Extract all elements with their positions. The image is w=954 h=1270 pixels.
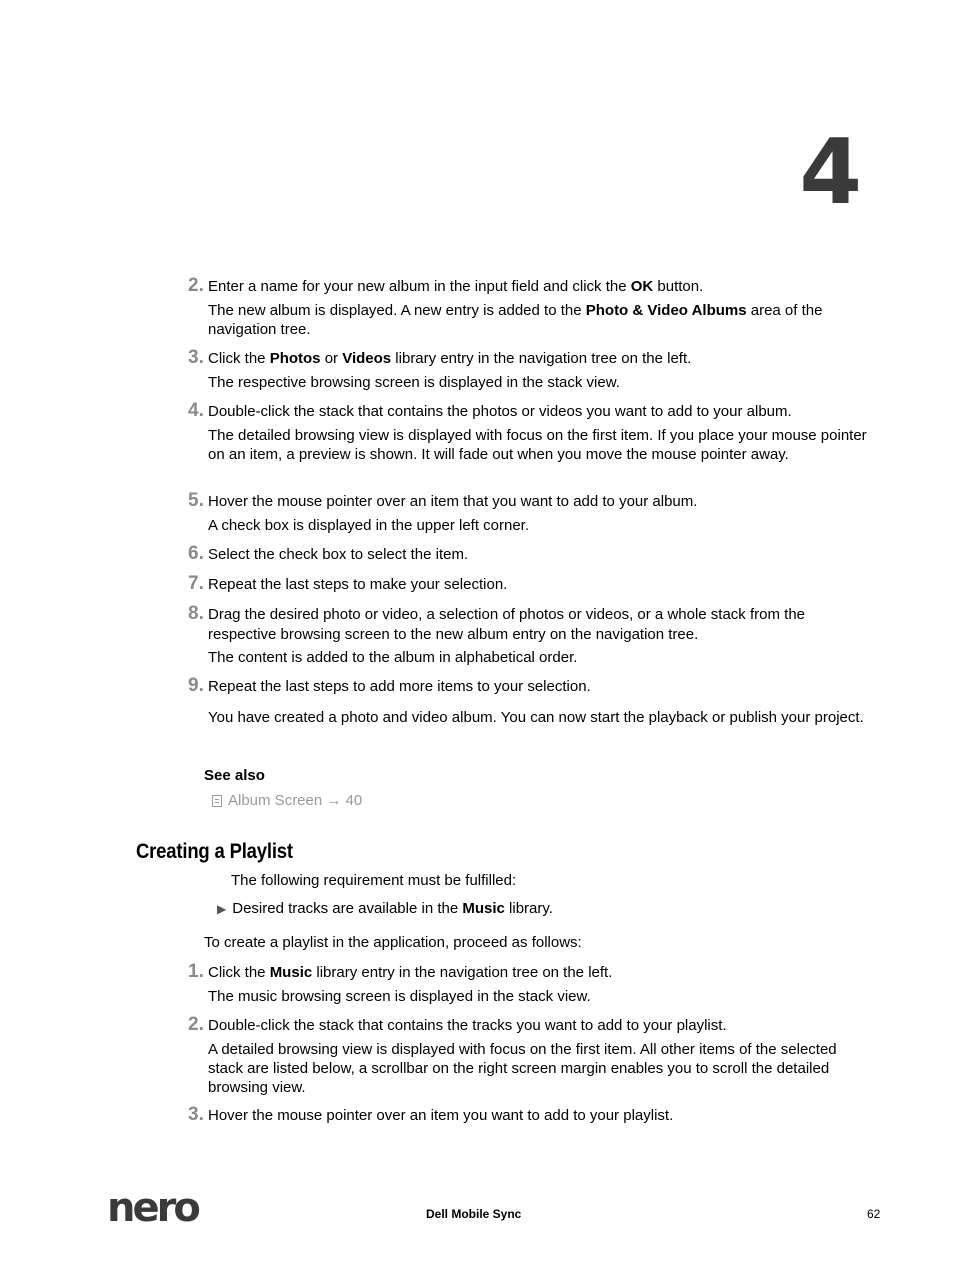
- step-text: Select the check box to select the item.: [208, 546, 469, 563]
- requirement-item: ▶ Desired tracks are available in the Music library.: [217, 900, 553, 917]
- step-text: Click the Music library entry in the navigation tree on the left.: [208, 964, 613, 981]
- step-result: The respective browsing screen is displayed in the stack view.: [208, 374, 620, 391]
- step-number: 2.: [188, 275, 204, 296]
- nero-logo: [107, 1189, 213, 1234]
- svg-text:nero: nero: [107, 1189, 198, 1229]
- step-number: 4.: [188, 400, 204, 421]
- step-text: Repeat the last steps to make your selection.: [208, 576, 508, 593]
- step-number: 5.: [188, 490, 204, 511]
- step-number: 8.: [188, 603, 204, 624]
- step-number: 6.: [188, 543, 204, 564]
- step-number: 3.: [188, 347, 204, 368]
- step-number: 7.: [188, 573, 204, 594]
- conclusion-text: You have created a photo and video album. You can now start the playback or publish your project.: [208, 709, 864, 726]
- see-also-link[interactable]: [212, 792, 362, 809]
- step-text: Repeat the last steps to add more items to your selection.: [208, 678, 591, 695]
- step-text: Double-click the stack that contains the photos or videos you want to add to your album.: [208, 403, 792, 420]
- step-result: The content is added to the album in alphabetical order.: [208, 649, 578, 666]
- see-also-link-label: Album Screen → 40: [228, 792, 363, 809]
- step-number: 3.: [188, 1104, 204, 1125]
- step-result: The new album is displayed. A new entry is added to the Photo & Video Albums area of the navigation tree.: [208, 302, 823, 338]
- step-text: Double-click the stack that contains the tracks you want to add to your playlist.: [208, 1017, 727, 1034]
- step-text: Click the Photos or Videos library entry in the navigation tree on the left.: [208, 350, 692, 367]
- step-result: The detailed browsing view is displayed with focus on the first item. If you place your mouse pointer on an item, a preview is shown. It will fade out when you move the mouse pointer away.: [208, 427, 867, 463]
- document-icon: [212, 795, 222, 807]
- step-text: Drag the desired photo or video, a selection of photos or videos, or a whole stack from the respective browsing screen to the new album entry on the navigation tree.: [208, 606, 805, 643]
- step-result: A detailed browsing view is displayed with focus on the first item. All other items of the selected stack are listed below, a scrollbar on the right screen margin enables you to scroll the detailed browsing view.: [208, 1041, 837, 1096]
- step-number: 2.: [188, 1014, 204, 1035]
- page-number: 62: [867, 1207, 881, 1221]
- step-text: Hover the mouse pointer over an item you want to add to your playlist.: [208, 1107, 674, 1124]
- step-result: The music browsing screen is displayed in the stack view.: [208, 988, 591, 1005]
- footer-title: Dell Mobile Sync: [426, 1207, 522, 1221]
- step-text: Hover the mouse pointer over an item that you want to add to your album.: [208, 493, 698, 510]
- step-result: A check box is displayed in the upper left corner.: [208, 517, 530, 534]
- step-number: 1.: [188, 961, 204, 982]
- procedure-intro: To create a playlist in the application, proceed as follows:: [204, 934, 582, 951]
- see-also-heading: See also: [204, 767, 265, 784]
- requirement-text: The following requirement must be fulfilled:: [231, 872, 517, 889]
- step-number: 9.: [188, 675, 204, 696]
- step-text: Enter a name for your new album in the input field and click the OK button.: [208, 278, 704, 295]
- chapter-number: 4: [799, 120, 862, 225]
- triangle-bullet-icon: ▶: [217, 902, 227, 916]
- section-heading: Creating a Playlist: [136, 840, 293, 863]
